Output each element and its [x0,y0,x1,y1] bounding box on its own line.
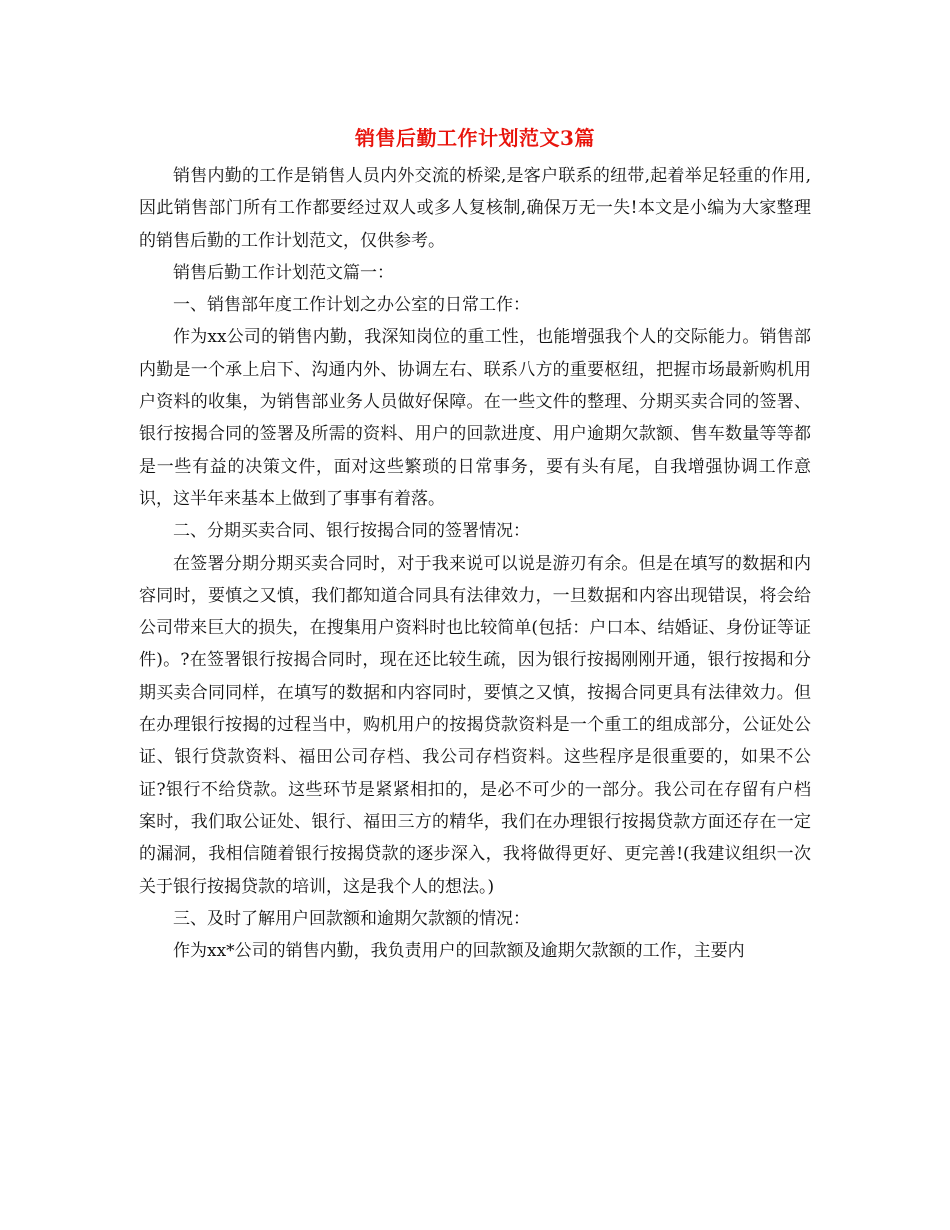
document-title: 销售后勤工作计划范文3篇 [355,126,595,150]
paragraph-section-three-heading: 三、及时了解用户回款额和逾期欠款额的情况： [173,908,530,929]
paragraph-section-one-heading: 一、销售部年度工作计划之办公室的日常工作： [173,295,530,316]
paragraph-section-two-body: 在签署分期分期买卖合同时，对于我来说可以说是游刃有余。但是在填写的数据和内容同时，要慎之又慎，我们都知道合同具有法律效力，一旦数据和内容出现错误，将会给公司带来巨大的损失，在搜集用户资料时也比较简单(包括：户口本、结婚证、身份证等证件)。?在签署银行按揭合同时，现在还比较生疏，因为银行按揭刚刚开通，银行按揭和分期买卖合同同样，在填写的数据和内容同时，要慎之又慎，按揭合同更具有法律效力。但在办理银行按揭的过程当中，购机用户的按揭贷款资料是一个重工的组成部分，公证处公证、银行贷款资料、福田公司存档、我公司存档资料。这些程序是很重要的，如果不公证?银行不给贷款。这些环节是紧紧相扣的，是必不可少的一部分。我公司在存留有户档案时，我们取公证处、银行、福田三方的精华，我们在办理银行按揭贷款方面还存在一定的漏洞，我相信随着银行按揭贷款的逐步深入，我将做得更好、更完善!(我建议组织一次关于银行按揭贷款的培训，这是我个人的想法。) [139,553,811,897]
paragraph-heading-part-one: 销售后勤工作计划范文篇一： [173,262,394,283]
paragraph-section-three-body: 作为xx*公司的销售内勤，我负责用户的回款额及逾期欠款额的工作，主要内 [173,941,745,962]
document-body [139,160,811,967]
paragraph-section-one-body: 作为xx公司的销售内勤，我深知岗位的重工性，也能增强我个人的交际能力。销售部内勤是一个承上启下、沟通内外、协调左右、联系八方的重要枢纽，把握市场最新购机用户资料的收集，为销售部业务人员做好保障。在一些文件的整理、分期买卖合同的签署、银行按揭合同的签署及所需的资料、用户的回款进度、用户逾期欠款额、售车数量等等都是一些有益的决策文件，面对这些繁琐的日常事务，要有头有尾，自我增强协调工作意识，这半年来基本上做到了事事有着落。 [139,327,811,509]
paragraph-section-two-heading: 二、分期买卖合同、银行按揭合同的签署情况： [173,521,530,542]
paragraph-intro: 销售内勤的工作是销售人员内外交流的桥梁,是客户联系的纽带,起着举足轻重的作用,因此销售部门所有工作都要经过双人或多人复核制,确保万无一失!本文是小编为大家整理的销售后勤的工作计划范文，仅供参考。 [139,166,811,251]
